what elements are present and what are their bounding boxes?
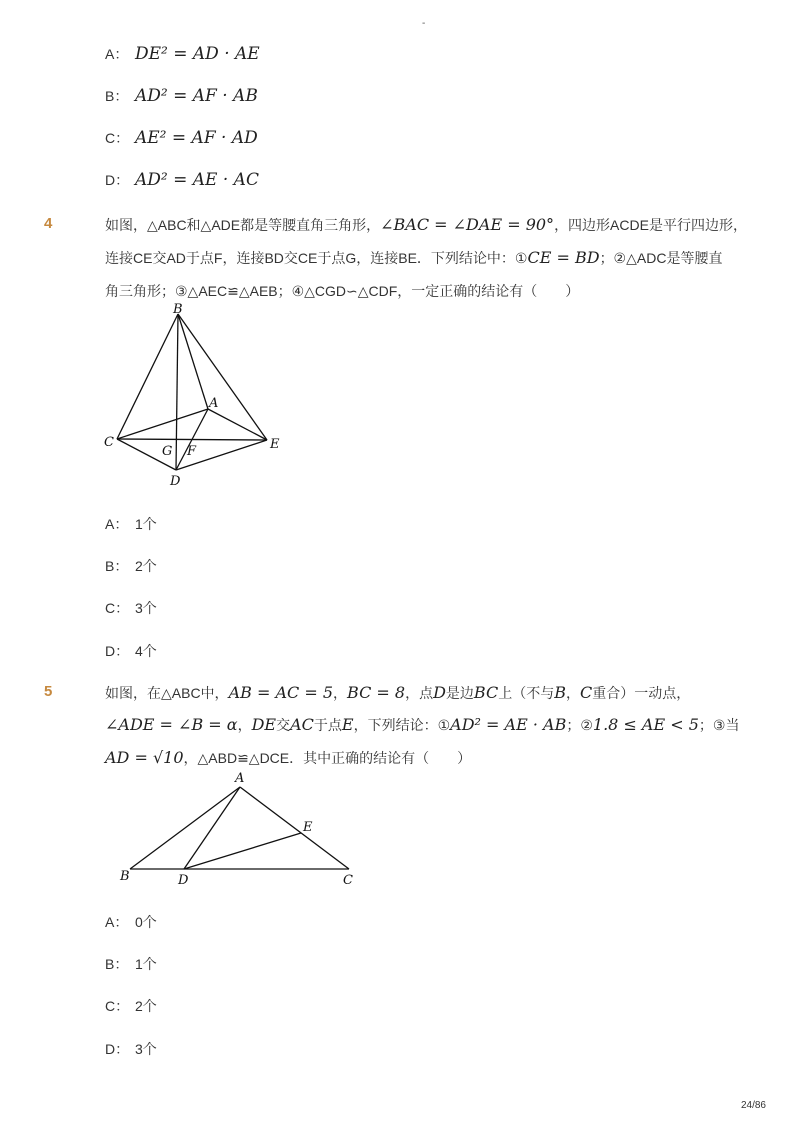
option-label: C： <box>105 600 130 616</box>
option-expr: AD² = AF · AB <box>135 86 258 106</box>
q5-figure <box>110 768 360 890</box>
segment-ba <box>178 314 208 409</box>
option-text: 2个 <box>135 998 157 1014</box>
q5-option-d[interactable] <box>105 1039 157 1059</box>
q4-option-d[interactable] <box>105 641 157 661</box>
label-e: E <box>270 437 280 452</box>
q5-math: B <box>554 683 566 702</box>
segment-ad <box>184 787 240 869</box>
q5-option-c[interactable] <box>105 996 157 1016</box>
q5-text: ，点 <box>405 685 434 701</box>
q5-text: ， <box>237 717 252 733</box>
q5-stem-line2 <box>105 715 739 735</box>
q5-text: 是边 <box>445 685 474 701</box>
page-number: 24/86 <box>740 1100 766 1111</box>
q4-text: ，四边形ACDE是平行四边形， <box>554 217 747 233</box>
q5-stem-line1 <box>105 683 690 703</box>
label-d: D <box>178 873 189 888</box>
label-g: G <box>162 444 173 459</box>
segment-de <box>184 833 301 869</box>
option-label: D： <box>105 172 130 188</box>
q4-text: ；②△ADC是等腰直 <box>599 250 723 266</box>
q4-stem-line1 <box>105 215 747 235</box>
q4-math: CE = BD <box>527 248 600 267</box>
q5-text: 于点 <box>313 717 342 733</box>
q5-option-b[interactable] <box>105 954 157 974</box>
q4-option-a[interactable] <box>105 514 157 534</box>
label-b: B <box>120 869 130 884</box>
q5-math: BC = 8 <box>347 683 406 702</box>
q5-text: ， <box>333 685 348 701</box>
q5-text: ，下列结论：① <box>353 717 451 733</box>
prev-option-d[interactable] <box>105 170 259 190</box>
option-expr: AD² = AE · AC <box>135 170 259 190</box>
q5-math: DE <box>251 715 277 734</box>
prev-option-c[interactable] <box>105 128 258 148</box>
prev-option-b[interactable] <box>105 86 258 106</box>
option-label: D： <box>105 643 130 659</box>
q4-stem-line3: 角三角形；③△AEC≌△AEB；④△CGD∽△CDF，一定正确的结论有（ ） <box>105 283 580 299</box>
q5-option-a[interactable] <box>105 912 157 932</box>
segment-ae <box>208 409 267 440</box>
option-expr: AE² = AF · AD <box>135 128 258 148</box>
q4-option-b[interactable] <box>105 556 157 576</box>
option-expr: DE² = AD · AE <box>135 44 260 64</box>
q4-text: 如图，△ABC和△ADE都是等腰直角三角形， <box>105 217 381 233</box>
q5-text: 交 <box>276 717 291 733</box>
q5-math: AD² = AE · AB <box>450 715 567 734</box>
segment-ac <box>240 787 349 869</box>
q5-math: AC <box>290 715 314 734</box>
option-text: 3个 <box>135 1041 157 1057</box>
q5-text: ；② <box>566 717 593 733</box>
label-a: A <box>209 396 219 411</box>
q4-option-c[interactable] <box>105 598 157 618</box>
header-mark: - <box>422 18 426 29</box>
option-label: A： <box>105 46 129 62</box>
option-label: C： <box>105 130 130 146</box>
q5-math: AD = √10 <box>105 748 184 767</box>
segment-bd <box>176 314 178 470</box>
segment-bc <box>117 314 178 439</box>
label-c: C <box>343 873 353 888</box>
q5-math: ∠ADE = ∠B = α <box>105 715 238 734</box>
question-number: 5 <box>44 683 53 700</box>
option-text: 1个 <box>135 516 157 532</box>
q5-text: ， <box>565 685 580 701</box>
q5-math: E <box>341 715 354 734</box>
option-label: B： <box>105 558 129 574</box>
option-text: 2个 <box>135 558 157 574</box>
option-label: A： <box>105 914 129 930</box>
option-text: 0个 <box>135 914 157 930</box>
q4-math: ∠BAC = ∠DAE = 90° <box>380 215 555 234</box>
q5-math: 1.8 ≤ AE < 5 <box>592 715 699 734</box>
option-text: 4个 <box>135 643 157 659</box>
option-text: 3个 <box>135 600 157 616</box>
label-c: C <box>104 435 114 450</box>
q4-figure <box>100 300 290 492</box>
option-label: C： <box>105 998 130 1014</box>
option-label: B： <box>105 88 129 104</box>
q5-math: D <box>433 683 446 702</box>
question-number: 4 <box>44 215 53 232</box>
q5-text: 如图，在△ABC中， <box>105 685 229 701</box>
label-b: B <box>173 302 183 317</box>
q5-figure-lines <box>130 787 349 869</box>
option-label: D： <box>105 1041 130 1057</box>
option-label: A： <box>105 516 129 532</box>
option-text: 1个 <box>135 956 157 972</box>
q5-math: BC <box>473 683 499 702</box>
q5-math: C <box>579 683 593 702</box>
prev-option-a[interactable] <box>105 44 260 64</box>
segment-be <box>178 314 267 440</box>
label-e: E <box>303 820 313 835</box>
q5-text: 上（不与 <box>498 685 555 701</box>
label-f: F <box>187 444 197 459</box>
option-label: B： <box>105 956 129 972</box>
q5-text: ；③当 <box>698 717 740 733</box>
q5-stem-line3 <box>105 748 471 768</box>
q4-text: 连接CE交AD于点F，连接BD交CE于点G，连接BE．下列结论中：① <box>105 250 528 266</box>
label-a: A <box>235 771 245 786</box>
q4-stem-line2 <box>105 248 722 268</box>
q5-text: 重合）一动点， <box>592 685 691 701</box>
label-d: D <box>170 474 181 489</box>
q5-text: ，△ABD≌△DCE．其中正确的结论有（ ） <box>183 750 472 766</box>
q5-math: AB = AC = 5 <box>228 683 334 702</box>
